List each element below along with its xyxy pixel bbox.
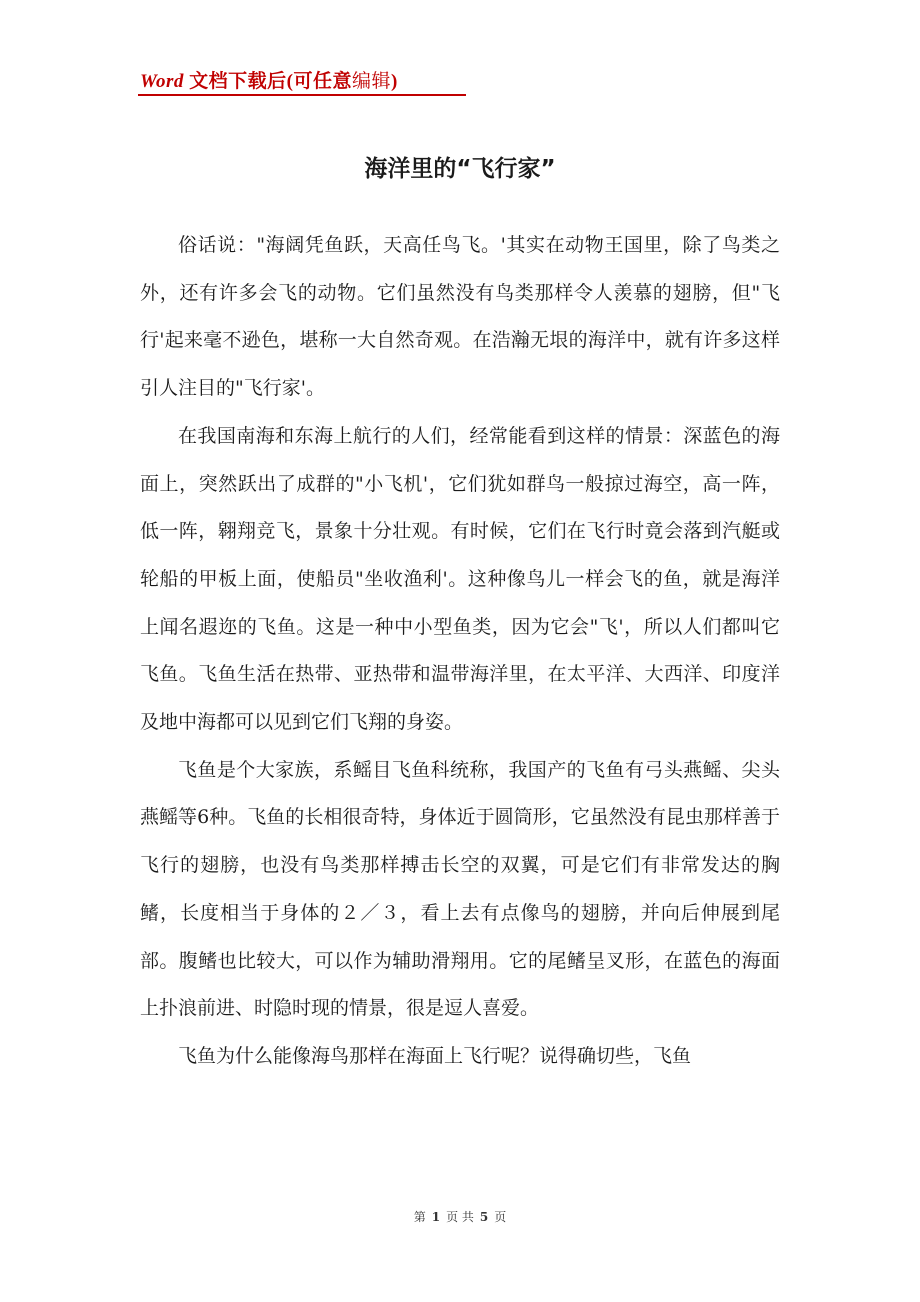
footer-prefix: 第 — [413, 1210, 426, 1224]
header-underline — [138, 94, 466, 96]
paragraph-1: 俗话说："海阔凭鱼跃，天高任鸟飞。'其实在动物王国里，除了鸟类之外，还有许多会飞的动物。它们虽然没有鸟类那样令人羡慕的翅膀，但"飞行'起来毫不逊色，堪称一大自然奇观。在浩瀚无垠的海洋中，就有许多这样引人注目的"飞行家'。 — [140, 234, 780, 400]
total-pages-number: 5 — [479, 1210, 489, 1224]
header-close-label: ) — [390, 71, 398, 92]
document-title: 海洋里的“飞行家” — [364, 156, 556, 182]
footer-middle: 页 共 — [446, 1210, 474, 1224]
paragraph-2: 在我国南海和东海上航行的人们，经常能看到这样的情景：深蓝色的海面上，突然跃出了成群的"小飞机'，它们犹如群鸟一般掠过海空，高一阵，低一阵，翱翔竞飞，景象十分壮观。有时候，它们在飞行时竟会落到汽艇或轮船的甲板上面，使船员"坐收渔利'。这种像鸟儿一样会飞的鱼，就是海洋上闻名遐迩的飞鱼。这是一种中小型鱼类，因为它会"飞'，所以人们都叫它飞鱼。飞鱼生活在热带、亚热带和温带海洋里，在太平洋、大西洋、印度洋及地中海都可以见到它们飞翔的身姿。 — [140, 424, 780, 734]
paragraph-4: 飞鱼为什么能像海鸟那样在海面上飞行呢？说得确切些，飞鱼 — [178, 1044, 692, 1067]
footer-suffix: 页 — [494, 1210, 507, 1224]
header-word-label: Word — [140, 71, 184, 92]
page-footer — [0, 1208, 920, 1225]
download-edit-link[interactable] — [140, 66, 398, 93]
header-main-label: 文档下载后(可任意 — [183, 71, 352, 92]
current-page-number: 1 — [431, 1210, 441, 1224]
paragraph-3: 飞鱼是个大家族，系鳐目飞鱼科统称，我国产的飞鱼有弓头燕鳐、尖头燕鳐等6种。飞鱼的长相很奇特，身体近于圆筒形，它虽然没有昆虫那样善于飞行的翅膀，也没有鸟类那样搏击长空的双翼，可是它们有非常发达的胸鳍，长度相当于身体的２／３，看上去有点像鸟的翅膀，并向后伸展到尾部。腹鳍也比较大，可以作为辅助滑翔用。它的尾鳍呈叉形，在蓝色的海面上扑浪前进、时隐时现的情景，很是逗人喜爱。 — [140, 758, 780, 1020]
document-body — [140, 222, 780, 1081]
header-edit-label: 编辑 — [351, 71, 391, 92]
